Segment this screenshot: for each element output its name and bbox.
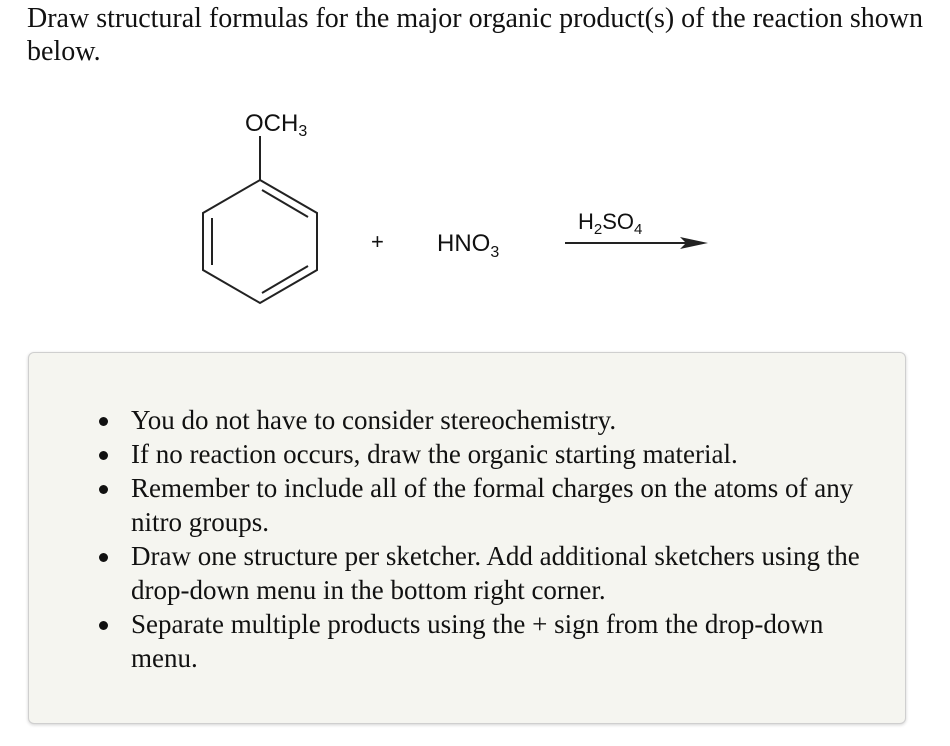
reagent-label: $HNO_3$ xyxy=(437,230,500,261)
instruction-item: If no reaction occurs, draw the organic starting material. xyxy=(91,437,891,471)
instruction-list xyxy=(91,403,891,675)
instruction-item: You do not have to consider stereochemistry. xyxy=(91,403,891,437)
reaction-arrow xyxy=(565,237,708,249)
anisole-structure xyxy=(203,110,317,303)
instruction-item: Draw one structure per sketcher. Add additional sketchers using the drop-down menu in the bottom right corner. xyxy=(91,539,891,607)
benzene-ring xyxy=(203,180,317,303)
reaction-scheme xyxy=(0,0,950,340)
instructions-box xyxy=(28,352,906,724)
catalyst-label: $H_2SO_4$ xyxy=(578,209,643,238)
instruction-item: Remember to include all of the formal charges on the atoms of any nitro groups. xyxy=(91,471,891,539)
instruction-item: Separate multiple products using the + sign from the drop-down menu. xyxy=(91,607,891,675)
methoxy-label: $OCH_3$ xyxy=(245,110,308,140)
question-text: Draw structural formulas for the major organic product(s) of the reaction shown below. xyxy=(27,3,923,67)
plus-sign: + xyxy=(371,229,384,254)
